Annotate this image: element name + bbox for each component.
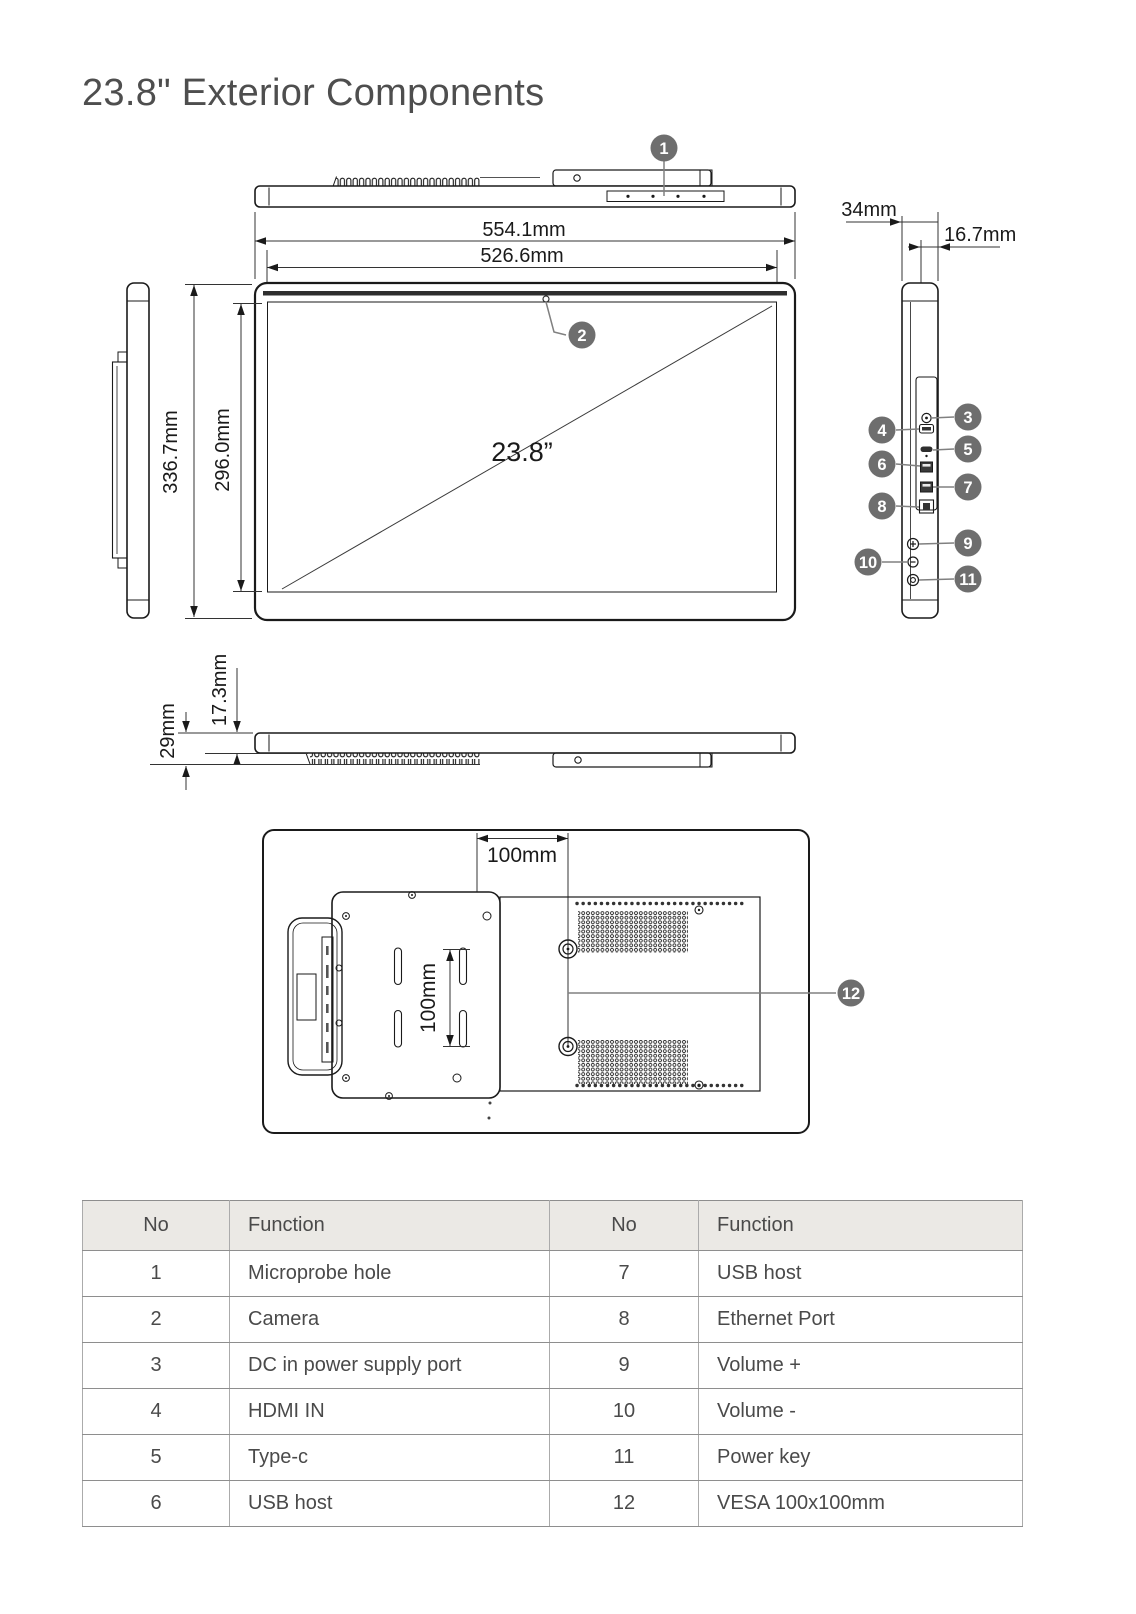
table-row <box>83 1251 1023 1297</box>
table-cell: 1 <box>83 1251 230 1297</box>
svg-text:4: 4 <box>877 422 887 440</box>
type-c-port <box>921 447 933 453</box>
svg-text:10: 10 <box>858 554 878 572</box>
table-cell: 11 <box>550 1435 699 1481</box>
column-header-no-2: No <box>550 1201 699 1251</box>
svg-text:296.0mm: 296.0mm <box>212 408 234 492</box>
table-cell: VESA 100x100mm <box>699 1481 1023 1527</box>
svg-text:17.3mm: 17.3mm <box>209 653 231 727</box>
device-top-profile <box>255 186 795 207</box>
callout-3 <box>955 404 982 431</box>
table-cell: 2 <box>83 1297 230 1343</box>
table-cell: Volume + <box>699 1343 1023 1389</box>
callout-10 <box>855 549 882 576</box>
device-bottom-profile <box>255 733 795 753</box>
svg-text:6: 6 <box>877 456 887 474</box>
table-cell: DC in power supply port <box>230 1343 550 1389</box>
usb-port-2 <box>921 482 933 492</box>
callout-11 <box>955 566 982 593</box>
bottom-view <box>150 654 795 790</box>
back-box-profile <box>113 362 128 558</box>
svg-text:29mm: 29mm <box>157 703 179 759</box>
screen-diagonal-label: 23.8” <box>491 437 553 467</box>
svg-text:16.7mm: 16.7mm <box>944 224 1017 246</box>
page-title: 23.8" Exterior Components <box>82 72 545 114</box>
usb-port-1 <box>921 462 933 472</box>
table-cell: USB host <box>699 1251 1023 1297</box>
table-cell: Camera <box>230 1297 550 1343</box>
table-cell: Ethernet Port <box>699 1297 1023 1343</box>
top-view <box>255 161 795 207</box>
top-bezel-band <box>263 291 787 296</box>
svg-text:1: 1 <box>659 140 669 158</box>
function-table <box>82 1200 1022 1527</box>
svg-text:5: 5 <box>963 441 973 459</box>
callout-6 <box>869 451 896 478</box>
column-header-no-1: No <box>83 1201 230 1251</box>
table-cell: 3 <box>83 1343 230 1389</box>
callout-2 <box>569 322 596 349</box>
right-profile-slab <box>902 283 938 618</box>
vent-grid-top <box>578 911 688 953</box>
svg-text:336.7mm: 336.7mm <box>160 410 182 494</box>
table-cell: Type-c <box>230 1435 550 1481</box>
camera-hole <box>543 296 549 302</box>
svg-text:34mm: 34mm <box>841 199 897 221</box>
table-cell: 5 <box>83 1435 230 1481</box>
svg-text:11: 11 <box>959 571 977 589</box>
table-cell: 7 <box>550 1251 699 1297</box>
table-header-row <box>83 1201 1023 1251</box>
left-profile-slab <box>127 283 149 618</box>
table-cell: 8 <box>550 1297 699 1343</box>
vent-strip-top <box>336 177 480 187</box>
table-row <box>83 1435 1023 1481</box>
dimension-side-depth-total <box>841 199 938 281</box>
callout-4 <box>869 417 896 444</box>
table-cell: 10 <box>550 1389 699 1435</box>
table-cell: Power key <box>699 1435 1023 1481</box>
table-cell: HDMI IN <box>230 1389 550 1435</box>
svg-text:100mm: 100mm <box>417 962 440 1034</box>
table-cell: 12 <box>550 1481 699 1527</box>
camera-bump-top <box>574 175 580 181</box>
svg-text:100mm: 100mm <box>486 844 558 867</box>
svg-text:554.1mm: 554.1mm <box>482 219 566 241</box>
column-header-function-1: Function <box>230 1201 550 1251</box>
svg-text:3: 3 <box>963 409 973 427</box>
table-cell: USB host <box>230 1481 550 1527</box>
callout-9 <box>955 530 982 557</box>
dimension-front-height-outer <box>160 285 252 619</box>
column-header-function-2: Function <box>699 1201 1023 1251</box>
vent-strip-bottom <box>310 753 480 764</box>
table-row <box>83 1481 1023 1527</box>
svg-text:12: 12 <box>841 985 861 1003</box>
callout-7 <box>955 474 982 501</box>
table-row <box>83 1343 1023 1389</box>
table-cell: 6 <box>83 1481 230 1527</box>
svg-text:7: 7 <box>963 479 973 497</box>
back-view <box>263 830 836 1133</box>
vent-grid-bottom <box>578 1040 688 1084</box>
callout-8 <box>869 493 896 520</box>
svg-text:526.6mm: 526.6mm <box>480 245 564 267</box>
table-row <box>83 1389 1023 1435</box>
front-view <box>255 283 795 620</box>
table-cell: 9 <box>550 1343 699 1389</box>
table-cell: Volume - <box>699 1389 1023 1435</box>
left-side-view <box>113 283 150 618</box>
table-cell: Microprobe hole <box>230 1251 550 1297</box>
svg-text:9: 9 <box>963 535 973 553</box>
table-row <box>83 1297 1023 1343</box>
callout-1 <box>651 135 678 162</box>
callout-5 <box>955 436 982 463</box>
svg-text:8: 8 <box>877 498 887 516</box>
callout-12 <box>838 980 865 1007</box>
svg-text:2: 2 <box>577 327 587 345</box>
mounting-plate <box>332 892 500 1098</box>
table-cell: 4 <box>83 1389 230 1435</box>
